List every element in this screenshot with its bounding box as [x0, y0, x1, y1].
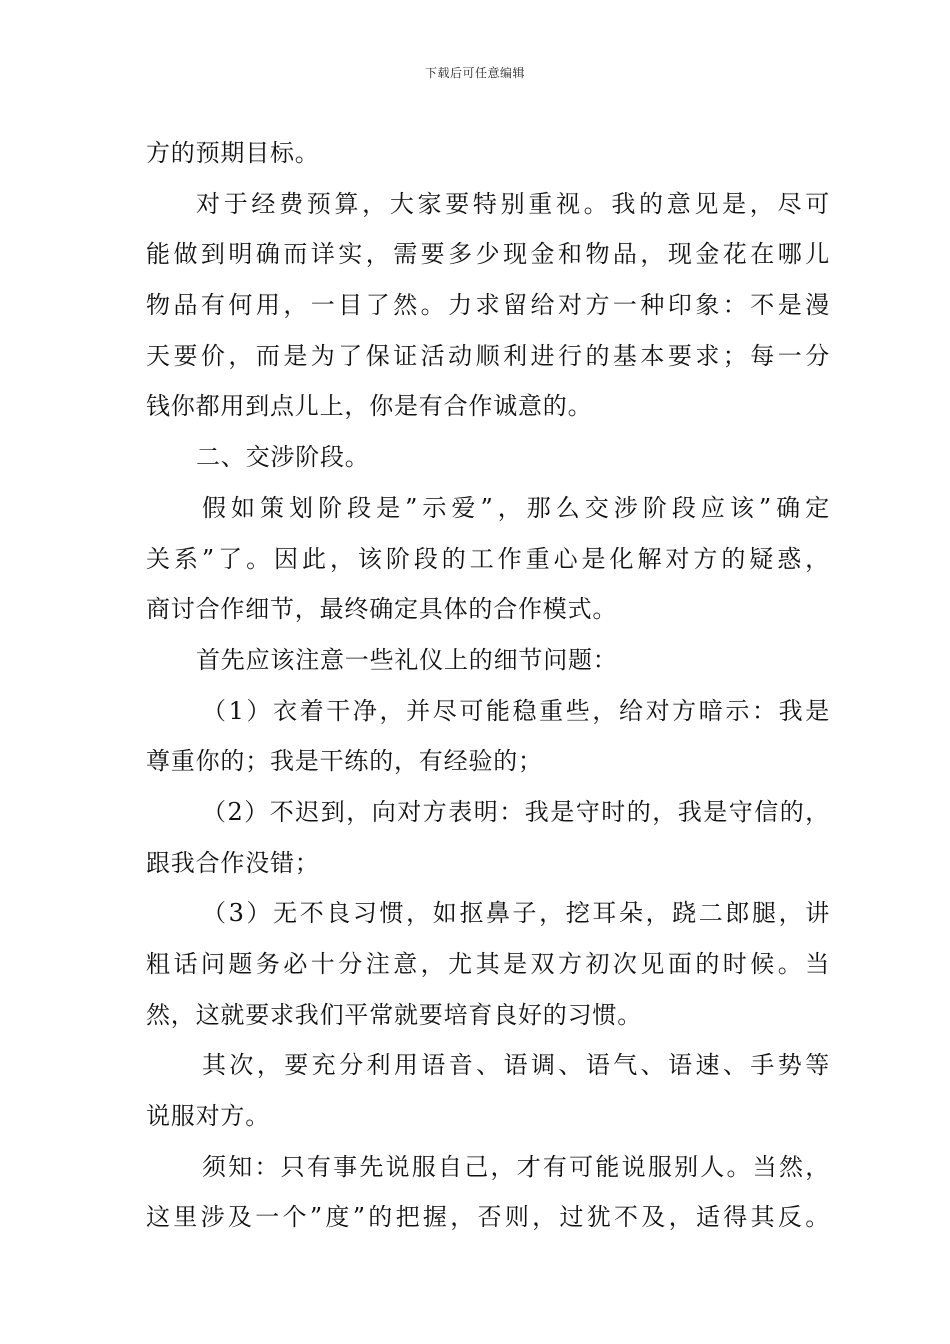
section-heading: 二、交涉阶段。 — [196, 443, 370, 472]
text-line: 假如策划阶段是”示爱”，那么交涉阶段应该”确定 — [202, 493, 830, 522]
text-line: 跟我合作没错； — [146, 848, 320, 877]
list-item: （3）无不良习惯，如抠鼻子，挖耳朵，跷二郎腿，讲 — [202, 899, 830, 928]
text-line: 粗话问题务必十分注意，尤其是双方初次见面的时候。当 — [146, 950, 830, 978]
text-line: 能做到明确而详实，需要多少现金和物品，现金花在哪儿 — [146, 240, 830, 269]
text-line: 尊重你的；我是干练的，有经验的； — [146, 747, 543, 776]
text-line: 对于经费预算，大家要特别重视。我的意见是，尽可 — [196, 189, 830, 218]
body-text — [146, 128, 830, 1243]
text-line: 关系”了。因此，该阶段的工作重心是化解对方的疑惑， — [146, 544, 830, 573]
text-line: 须知：只有事先说服自己，才有可能说服别人。当然， — [202, 1152, 830, 1181]
text-line: 物品有何用，一目了然。力求留给对方一种印象：不是漫 — [146, 291, 830, 320]
text-line: 首先应该注意一些礼仪上的细节问题： — [196, 645, 618, 674]
text-line: 天要价，而是为了保证活动顺利进行的基本要求；每一分 — [146, 341, 830, 370]
text-line: 说服对方。 — [146, 1102, 270, 1131]
list-item: （2）不迟到，向对方表明：我是守时的，我是守信的， — [202, 797, 830, 826]
page-header: 下载后可任意编辑 — [424, 66, 525, 80]
text-line: 方的预期目标。 — [146, 139, 320, 167]
text-line: 然，这就要求我们平常就要培育良好的习惯。 — [146, 1000, 642, 1029]
text-line: 其次，要充分利用语音、语调、语气、语速、手势等 — [202, 1051, 830, 1080]
text-line: 钱你都用到点儿上，你是有合作诚意的。 — [146, 392, 593, 421]
text-line: 这里涉及一个”度”的把握，否则，过犹不及，适得其反。 — [146, 1203, 830, 1232]
text-line: 商讨合作细节，最终确定具体的合作模式。 — [146, 595, 618, 624]
list-item: （1）衣着干净，并尽可能稳重些，给对方暗示：我是 — [202, 696, 830, 725]
